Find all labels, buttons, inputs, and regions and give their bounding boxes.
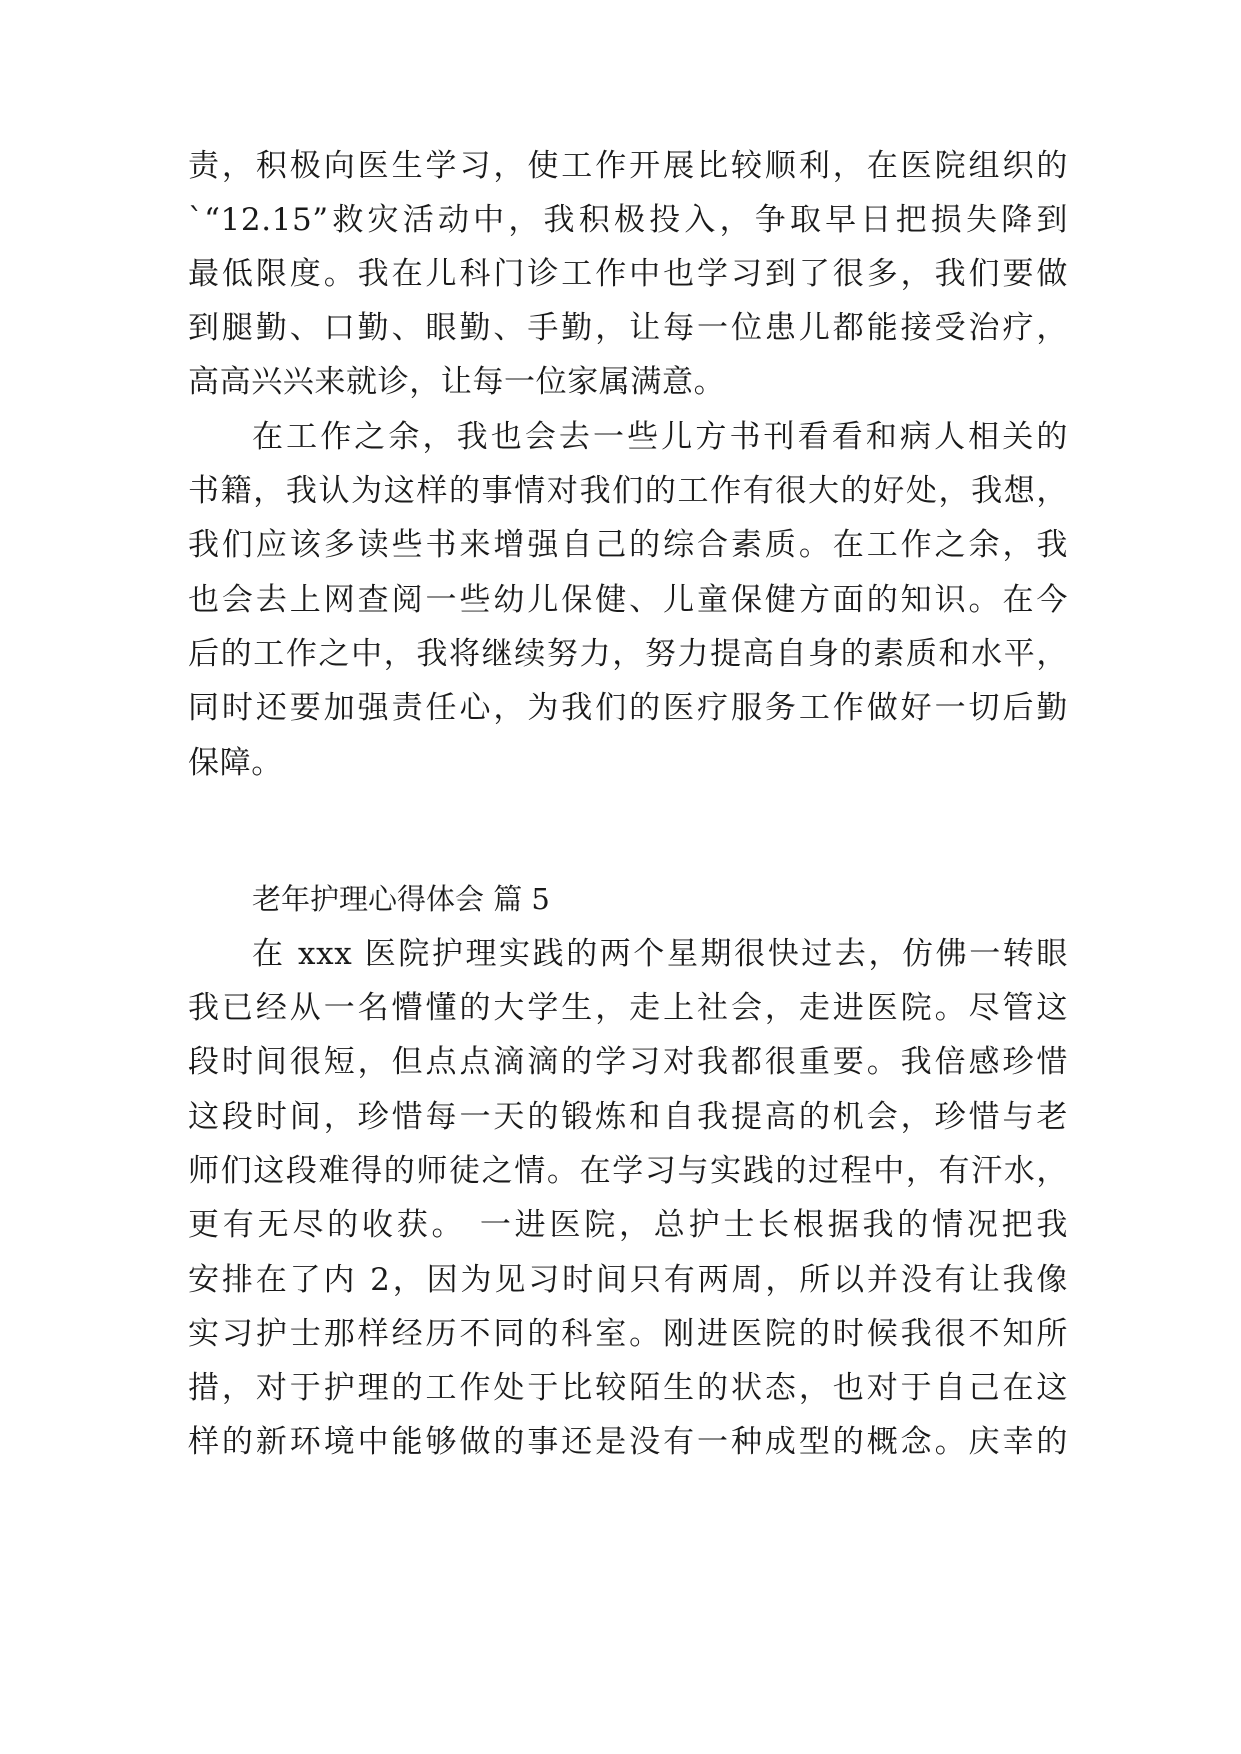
paragraph-line: 更有无尽的收获。 一进医院，总护士长根据我的情况把我 — [188, 1207, 1068, 1243]
paragraph-line: 段时间很短，但点点滴滴的学习对我都很重要。我倍感珍惜 — [188, 1044, 1068, 1080]
paragraph-line: 最低限度。我在儿科门诊工作中也学习到了很多，我们要做 — [188, 256, 1068, 292]
paragraph-line: 在 xxx 医院护理实践的两个星期很快过去，仿佛一转眼 — [252, 936, 1068, 972]
paragraph-line: 后的工作之中，我将继续努力，努力提高自身的素质和水平， — [188, 636, 1068, 672]
paragraph-line: 书籍，我认为这样的事情对我们的工作有很大的好处，我想， — [188, 473, 1068, 509]
paragraph-line: 这段时间，珍惜每一天的锻炼和自我提高的机会，珍惜与老 — [188, 1099, 1068, 1135]
paragraph-line: 保障。 — [188, 745, 283, 781]
paragraph-line: 在工作之余，我也会去一些儿方书刊看看和病人相关的 — [252, 419, 1068, 455]
paragraph-line: 样的新环境中能够做的事还是没有一种成型的概念。庆幸的 — [188, 1424, 1068, 1460]
paragraph-line: 师们这段难得的师徒之情。在学习与实践的过程中，有汗水， — [188, 1153, 1068, 1189]
section-heading: 老年护理心得体会 篇 5 — [252, 882, 550, 916]
paragraph-line: 实习护士那样经历不同的科室。刚进医院的时候我很不知所 — [188, 1316, 1068, 1352]
paragraph-line: 高高兴兴来就诊，让每一位家属满意。 — [188, 364, 726, 400]
paragraph-line: 同时还要加强责任心，为我们的医疗服务工作做好一切后勤 — [188, 690, 1068, 726]
paragraph-line: 措，对于护理的工作处于比较陌生的状态，也对于自己在这 — [188, 1370, 1068, 1406]
paragraph-line: 责，积极向医生学习，使工作开展比较顺利，在医院组织的 — [188, 148, 1068, 184]
paragraph-line: 我已经从一名懵懂的大学生，走上社会，走进医院。尽管这 — [188, 990, 1068, 1026]
paragraph-line: 也会去上网查阅一些幼儿保健、儿童保健方面的知识。在今 — [188, 582, 1068, 618]
paragraph-line: 到腿勤、口勤、眼勤、手勤，让每一位患儿都能接受治疗， — [188, 310, 1068, 346]
paragraph-line: 我们应该多读些书来增强自己的综合素质。在工作之余，我 — [188, 527, 1068, 563]
paragraph-line: `“12.15”救灾活动中，我积极投入，争取早日把损失降到 — [188, 202, 1068, 238]
paragraph-line: 安排在了内 2，因为见习时间只有两周，所以并没有让我像 — [188, 1262, 1068, 1298]
